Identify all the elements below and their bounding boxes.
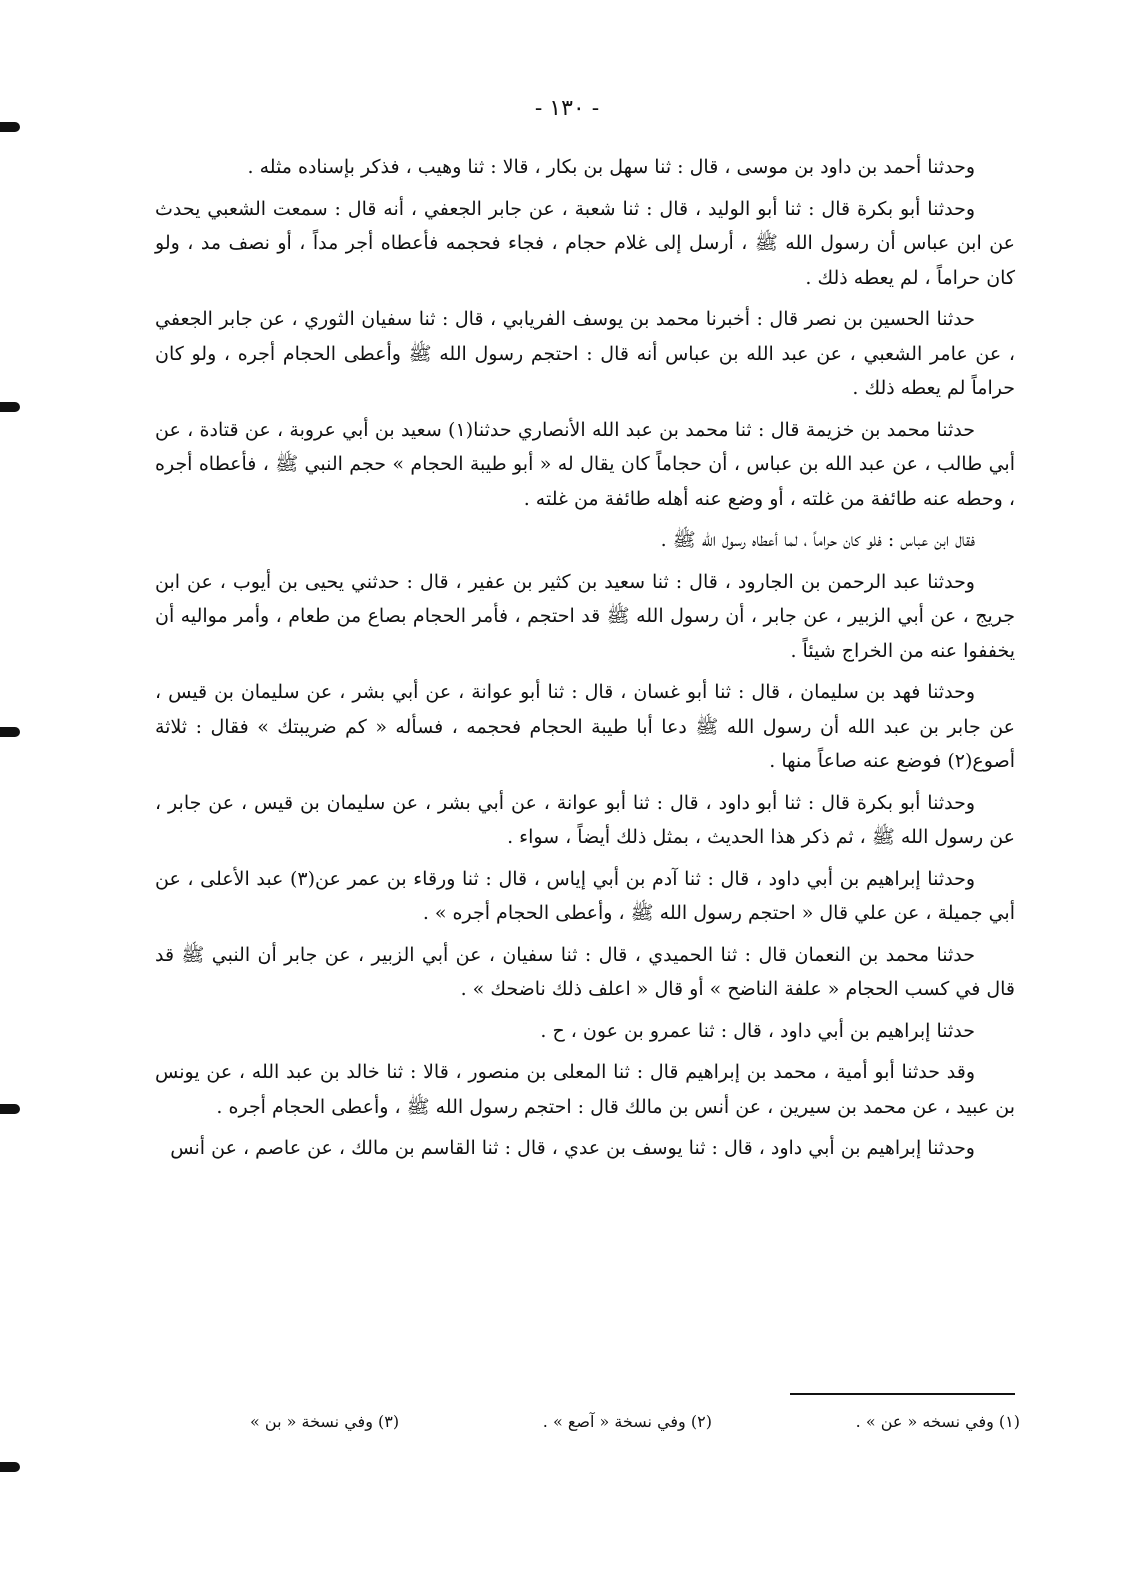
- hadith-paragraph: وحدثنا أبو بكرة قال : ثنا أبو الوليد ، قال : ثنا شعبة ، عن جابر الجعفي ، أنه قال : سمعت الشعبي يحدث عن ابن عباس أن رسول الله ﷺ ، أرسل إلى غلام حجام ، فجاء فحجمه فأعطاه أجر مداً ، أو نصف مد ، ولو كان حراماً ، لم يعطه ذلك .: [155, 197, 1015, 289]
- binding-mark: [0, 122, 20, 132]
- hadith-paragraph: وحدثنا إبراهيم بن أبي داود ، قال : ثنا آدم بن أبي إياس ، قال : ثنا ورقاء بن عمر عن(٣) عبد الأعلى ، عن أبي جميلة ، عن علي قال « احتجم رسول الله ﷺ ، وأعطى الحجام أجره » .: [155, 867, 1015, 924]
- hadith-paragraph: حدثنا الحسين بن نصر قال : أخبرنا محمد بن يوسف الفريابي ، قال : ثنا سفيان الثوري ، عن جابر الجعفي ، عن عامر الشعبي ، عن عبد الله بن عباس أنه قال : احتجم رسول الله ﷺ وأعطى الحجام أجره ، ولو كان حراماً لم يعطه ذلك .: [155, 308, 1015, 399]
- hadith-paragraph: وقد حدثنا أبو أمية ، محمد بن إبراهيم قال : ثنا المعلى بن منصور ، قالا : ثنا خالد بن عبد الله ، عن يونس بن عبيد ، عن محمد بن سيرين ، عن أنس بن مالك قال : احتجم رسول الله ﷺ ، وأعطى الحجام أجره .: [155, 1061, 1015, 1118]
- page-number: - ١٣٠ -: [534, 96, 600, 121]
- hadith-paragraph: وحدثنا فهد بن سليمان ، قال : ثنا أبو غسان ، قال : ثنا أبو عوانة ، عن أبي بشر ، عن سليمان بن قيس ، عن جابر بن عبد الله أن رسول الله ﷺ دعا أبا طيبة الحجام فحجمه ، فسأله « كم ضريبتك » فقال : ثلاثة أصوع(٢) فوضع عنه صاعاً منها .: [155, 681, 1015, 772]
- hadith-paragraph: وحدثنا أحمد بن داود بن موسى ، قال : ثنا سهل بن بكار ، قالا : ثنا وهيب ، فذكر بإسناده مثله .: [247, 156, 975, 178]
- binding-mark: [0, 727, 20, 737]
- hadith-paragraph: فقال ابن عباس : فلو كان حراماً ، لما أعطاه رسول الله ﷺ .: [660, 529, 975, 551]
- footnotes: [250, 1412, 1020, 1431]
- binding-mark: [0, 1462, 20, 1472]
- hadith-paragraph: وحدثنا أبو بكرة قال : ثنا أبو داود ، قال : ثنا أبو عوانة ، عن أبي بشر ، عن سليمان بن قيس ، عن جابر ، عن رسول الله ﷺ ، ثم ذكر هذا الحديث ، بمثل ذلك أيضاً ، سواء .: [155, 791, 1015, 848]
- hadith-paragraph: وحدثنا إبراهيم بن أبي داود ، قال : ثنا يوسف بن عدي ، قال : ثنا القاسم بن مالك ، عن عاصم ، عن أنس: [170, 1137, 975, 1159]
- footnote-3: (٣) وفي نسخة « بن »: [250, 1412, 400, 1431]
- footnote-divider: [790, 1393, 1015, 1395]
- hadith-paragraph: وحدثنا عبد الرحمن بن الجارود ، قال : ثنا سعيد بن كثير بن عفير ، قال : حدثني يحيى بن أيوب ، عن ابن جريج ، عن أبي الزبير ، عن جابر ، أن رسول الله ﷺ قد احتجم ، فأمر الحجام بصاع من طعام ، وأمر مواليه أن يخففوا عنه من الخراج شيئاً .: [155, 570, 1015, 662]
- footnote-2: (٢) وفي نسخة « آصع » .: [542, 1412, 712, 1431]
- hadith-paragraph: حدثنا محمد بن النعمان قال : ثنا الحميدي ، قال : ثنا سفيان ، عن أبي الزبير ، عن جابر أن النبي ﷺ قد قال في كسب الحجام « علفة الناضح » أو قال « اعلف ذلك ناضحك » .: [155, 943, 1015, 1000]
- main-text: [155, 150, 1015, 1173]
- hadith-paragraph: حدثنا إبراهيم بن أبي داود ، قال : ثنا عمرو بن عون ، ح .: [540, 1019, 975, 1042]
- footnote-1: (١) وفي نسخه « عن » .: [855, 1412, 1020, 1431]
- binding-mark: [0, 1104, 20, 1114]
- binding-mark: [0, 402, 20, 412]
- hadith-paragraph: حدثنا محمد بن خزيمة قال : ثنا محمد بن عبد الله الأنصاري حدثنا(١) سعيد بن أبي عروبة ، عن قتادة ، عن أبي طالب ، عن عبد الله بن عباس ، أن حجاماً كان يقال له « أبو طيبة الحجام » حجم النبي ﷺ ، فأعطاه أجره ، وحطه عنه طائفة من غلته ، أو وضع عنه أهله طائفة من غلته .: [155, 418, 1015, 510]
